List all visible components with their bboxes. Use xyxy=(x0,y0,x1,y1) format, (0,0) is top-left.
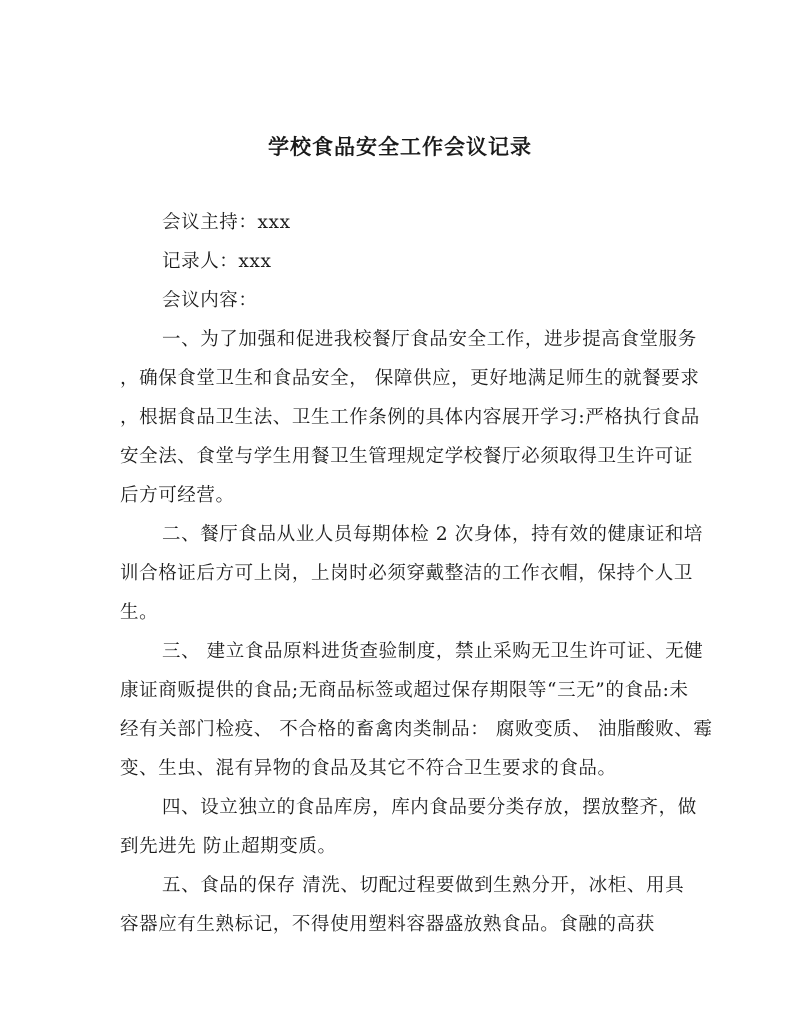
paragraph-2-line-1: 二、餐厅食品从业人员每期体检 2 次身体，持有效的健康证和培 xyxy=(162,524,704,545)
paragraph-1-line-4: 安全法、食堂与学生用餐卫生管理规定学校餐厅必须取得卫生许可证 xyxy=(120,446,694,467)
paragraph-1-line-5: 后方可经营。 xyxy=(120,485,235,506)
meeting-content-label: 会议内容： xyxy=(162,290,258,311)
paragraph-2-line-3: 生。 xyxy=(120,602,159,623)
paragraph-1-line-3: ，根据食品卫生法、卫生工作条例的具体内容展开学习:严格执行食品 xyxy=(120,407,700,428)
paragraph-3-line-1: 三、 建立食品原料进货查验制度，禁止采购无卫生许可证、无健 xyxy=(162,641,704,662)
meeting-recorder: 记录人：xxx xyxy=(162,251,272,272)
paragraph-5-line-2: 容器应有生熟标记，不得使用塑料容器盛放熟食品。食融的高获 xyxy=(120,914,655,935)
paragraph-4-line-1: 四、设立独立的食品库房，库内食品要分类存放，摆放整齐，做 xyxy=(162,797,697,818)
meeting-host: 会议主持：xxx xyxy=(162,212,291,233)
paragraph-2-line-2: 训合格证后方可上岗，上岗时必须穿戴整洁的工作衣帽，保持个人卫 xyxy=(120,563,694,584)
paragraph-3-line-4: 变、生虫、混有异物的食品及其它不符合卫生要求的食品。 xyxy=(120,758,617,779)
paragraph-1-line-1: 一、为了加强和促进我校餐厅食品安全工作，进步提高食堂服务 xyxy=(162,329,697,350)
paragraph-4-line-2: 到先进先 防止超期变质。 xyxy=(120,836,337,857)
document-title: 学校食品安全工作会议记录 xyxy=(268,134,532,159)
paragraph-3-line-3: 经有关部门检疫、 不合格的畜禽肉类制品： 腐败变质、 油脂酸败、霉 xyxy=(120,719,713,740)
paragraph-5-line-1: 五、食品的保存 清洗、切配过程要做到生熟分开，冰柜、用具 xyxy=(162,875,685,896)
paragraph-1-line-2: ，确保食堂卫生和食品安全， 保障供应，更好地满足师生的就餐要求 xyxy=(120,368,700,389)
paragraph-3-line-2: 康证商贩提供的食品;无商品标签或超过保存期限等“三无”的食品:未 xyxy=(120,680,689,701)
